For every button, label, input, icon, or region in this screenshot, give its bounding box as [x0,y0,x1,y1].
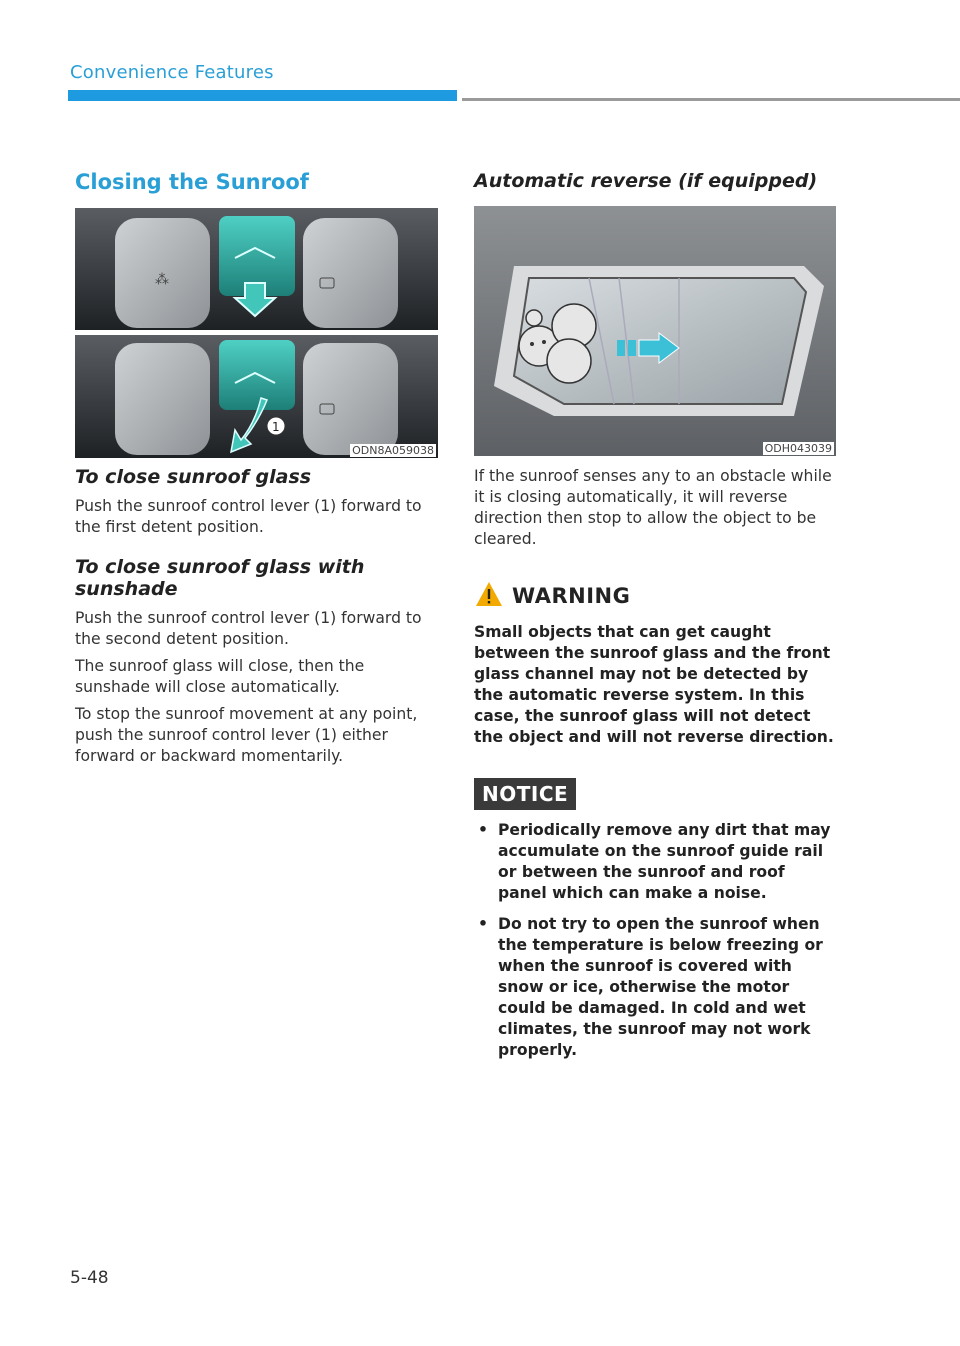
left-column [75,170,438,767]
subheading-close-sunshade: To close sunroof glass with sunshade [75,556,365,600]
right-column [474,170,836,1071]
figure-code: ODN8A059038 [352,444,434,457]
notice-list [474,820,836,1061]
warning-icon [474,580,504,612]
sunroof-switch-figure [75,208,438,458]
sunshade-paragraph: Push the sunroof control lever (1) forward to the second detent position. [75,609,422,648]
auto-reverse-illustration [474,206,836,456]
sunroof-switch-illustration [75,208,438,458]
sunshade-paragraph: To stop the sunroof movement at any point, push the sunroof control lever (1) either forward or backward momentarily. [75,705,418,765]
callout-number: 1 [272,420,280,434]
section-title-closing: Closing the Sunroof [75,170,309,194]
header-rule-blue [68,90,457,101]
warning-text: Small objects that can get caught between the sunroof glass and the front glass channel may not be detected by the automatic reverse system. In this case, the sunroof glass will not detect the object and will not reverse direction. [474,623,834,746]
header-rule-gray [462,98,960,101]
figure-code: ODH043039 [764,442,832,455]
auto-reverse-figure [474,206,836,456]
sunshade-paragraph: The sunroof glass will close, then the sunshade will close automatically. [75,657,365,696]
auto-reverse-text: If the sunroof senses any to an obstacle while it is closing automatically, it will reverse direction then stop to allow the object to be cleared. [474,467,832,548]
list-item: • Do not try to open the sunroof when the temperature is below freezing or when the sunroof is covered with snow or ice, otherwise the motor could be damaged. In cold and wet climates, the sunroof may not work properly. [474,914,836,1061]
close-glass-text: Push the sunroof control lever (1) forward to the first detent position. [75,497,422,536]
auto-reverse-heading: Automatic reverse (if equipped) [474,170,818,192]
page-number: 5-48 [70,1268,109,1288]
notice-label: NOTICE [474,778,576,810]
section-header: Convenience Features [70,62,274,83]
svg-text:⁂: ⁂ [155,272,169,288]
subheading-close-glass: To close sunroof glass [75,466,312,488]
list-item: • Periodically remove any dirt that may accumulate on the sunroof guide rail or between the sunroof and roof panel which can make a noise. [474,820,836,904]
warning-label: WARNING [512,584,631,608]
warning-heading [474,580,836,612]
